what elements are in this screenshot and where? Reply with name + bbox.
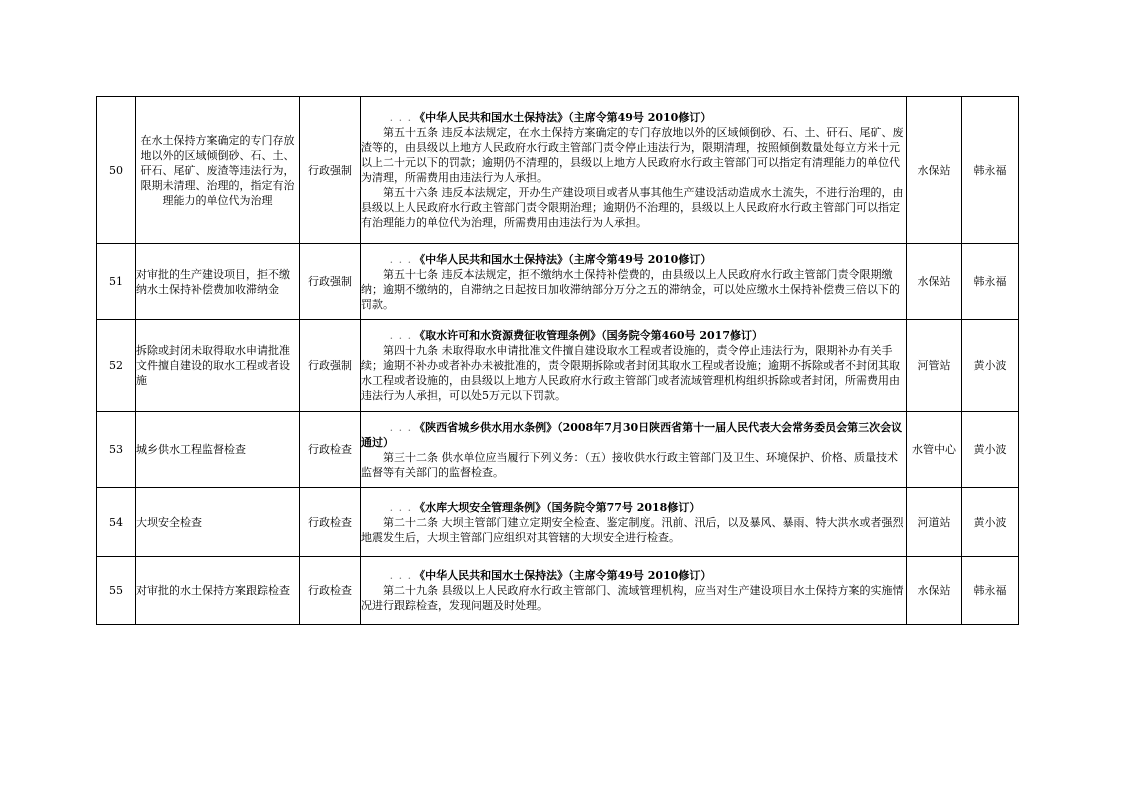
table-row (97, 488, 1019, 557)
item-name: 大坝安全检查 (136, 488, 300, 557)
clause-text: 第五十五条 违反本法规定，在水土保持方案确定的专门存放地以外的区域倾倒砂、石、土、矸石、尾矿、废渣等的，由县级以上地方人民政府水行政主管部门责令停止违法行为，限期清理，按照倾倒数量处每立方米十元以上二十元以下的罚款；逾期仍不清理的，县级以上地方人民政府水行政主管部门可以指定有清理能力的单位代为清理，所需费用由违法行为人承担。 (361, 126, 904, 184)
table-row (97, 97, 1019, 244)
row-number: 50 (97, 97, 136, 244)
table-row (97, 244, 1019, 320)
table-row (97, 320, 1019, 412)
responsible-person: 黄小波 (962, 488, 1019, 557)
legal-basis: . . . 《陕西省城乡供水用水条例》（2008年7月30日陕西省第十一届人民代表大会常务委员会第三次会议通过） 第三十二条 供水单位应当履行下列义务：（五）接收供水行政主管部门及卫生、环境保护、价格、质量技术监督等有关部门的监督检查。 (361, 412, 907, 488)
row-number: 55 (97, 557, 136, 625)
action-type: 行政强制 (300, 320, 361, 412)
action-type: 行政检查 (300, 488, 361, 557)
row-number: 53 (97, 412, 136, 488)
item-name: 对审批的生产建设项目，拒不缴纳水土保持补偿费加收滞纳金 (136, 244, 300, 320)
row-number: 51 (97, 244, 136, 320)
legal-basis: . . . 《取水许可和水资源费征收管理条例》（国务院令第460号 2017修订） 第四十九条 未取得取水申请批准文件擅自建设取水工程或者设施的，责令停止违法行为，限期补办有关手续；逾期不补办或者补办未被批准的，责令限期拆除或者封闭其取水工程或者设施；逾期不拆除或者不封闭其取水工程或者设施的，由县级以上地方人民政府水行政主管部门或者流域管理机构组织拆除或者封闭，所需费用由违法行为人承担，可以处5万元以下罚款。 (361, 320, 907, 412)
responsible-department: 河道站 (907, 488, 962, 557)
item-name: 拆除或封闭未取得取水申请批准文件擅自建设的取水工程或者设施 (136, 320, 300, 412)
row-number: 52 (97, 320, 136, 412)
law-title: 《取水许可和水资源费征收管理条例》（国务院令第460号 2017修订） (414, 329, 763, 342)
clause-text: 第五十七条 违反本法规定，拒不缴纳水土保持补偿费的，由县级以上人民政府水行政主管部门责令限期缴纳；逾期不缴纳的，自滞纳之日起按日加收滞纳部分万分之五的滞纳金，可以处应缴水土保持补偿费三倍以下的罚款。 (361, 267, 900, 311)
law-title: 《中华人民共和国水土保持法》（主席令第49号 2010修订） (414, 569, 712, 582)
responsible-department: 水保站 (907, 557, 962, 625)
clause-text: 第三十二条 供水单位应当履行下列义务：（五）接收供水行政主管部门及卫生、环境保护、价格、质量技术监督等有关部门的监督检查。 (361, 450, 898, 479)
legal-basis: . . . 《中华人民共和国水土保持法》（主席令第49号 2010修订） 第五十七条 违反本法规定，拒不缴纳水土保持补偿费的，由县级以上人民政府水行政主管部门责令限期缴纳；逾期不缴纳的，自滞纳之日起按日加收滞纳部分万分之五的滞纳金，可以处应缴水土保持补偿费三倍以下的罚款。 (361, 244, 907, 320)
action-type: 行政检查 (300, 557, 361, 625)
responsible-person: 韩永福 (962, 557, 1019, 625)
legal-basis: . . . 《中华人民共和国水土保持法》（主席令第49号 2010修订） 第二十九条 县级以上人民政府水行政主管部门、流域管理机构，应当对生产建设项目水土保持方案的实施情况进行跟踪检查，发现问题及时处理。 (361, 557, 907, 625)
legal-basis: . . . 《水库大坝安全管理条例》（国务院令第77号 2018修订） 第二十二条 大坝主管部门建立定期安全检查、鉴定制度。汛前、汛后，以及暴风、暴雨、特大洪水或者强烈地震发生后，大坝主管部门应组织对其管辖的大坝安全进行检查。 (361, 488, 907, 557)
responsible-department: 水管中心 (907, 412, 962, 488)
law-title: 《中华人民共和国水土保持法》（主席令第49号 2010修订） (414, 111, 712, 124)
action-type: 行政检查 (300, 412, 361, 488)
responsible-department: 水保站 (907, 97, 962, 244)
row-number: 54 (97, 488, 136, 557)
item-name: 对审批的水土保持方案跟踪检查 (136, 557, 300, 625)
enforcement-table (96, 96, 1019, 625)
clause-text: 第五十六条 违反本法规定，开办生产建设项目或者从事其他生产建设活动造成水土流失，不进行治理的，由县级以上人民政府水行政主管部门责令限期治理；逾期仍不治理的，县级以上人民政府水行政主管部门可以指定有治理能力的单位代为治理，所需费用由违法行为人承担。 (361, 186, 904, 229)
responsible-person: 黄小波 (962, 320, 1019, 412)
clause-text: 第四十九条 未取得取水申请批准文件擅自建设取水工程或者设施的，责令停止违法行为，限期补办有关手续；逾期不补办或者补办未被批准的，责令限期拆除或者封闭其取水工程或者设施；逾期不拆除或者不封闭其取水工程或者设施的，由县级以上地方人民政府水行政主管部门或者流域管理机构组织拆除或者封闭，所需费用由违法行为人承担，可以处5万元以下罚款。 (361, 344, 900, 402)
table-row (97, 557, 1019, 625)
item-name: 城乡供水工程监督检查 (136, 412, 300, 488)
item-name: 在水土保持方案确定的专门存放地以外的区域倾倒砂、石、土、矸石、尾矿、废渣等违法行为，限期未清理、治理的，指定有治理能力的单位代为治理 (136, 97, 300, 244)
responsible-person: 韩永福 (962, 244, 1019, 320)
law-title: 《陕西省城乡供水用水条例》（2008年7月30日陕西省第十一届人民代表大会常务委员会第三次会议通过） (361, 420, 903, 449)
responsible-person: 黄小波 (962, 412, 1019, 488)
legal-basis: . . . 《中华人民共和国水土保持法》（主席令第49号 2010修订） 第五十五条 违反本法规定，在水土保持方案确定的专门存放地以外的区域倾倒砂、石、土、矸石、尾矿、废渣等的，由县级以上地方人民政府水行政主管部门责令停止违法行为，限期清理，按照倾倒数量处每立方米十元以上二十元以下的罚款；逾期仍不清理的，县级以上地方人民政府水行政主管部门可以指定有清理能力的单位代为清理，所需费用由违法行为人承担。 第五十六条 违反本法规定，开办生产建设项目或者从事其他生产建设活动造成水土流失，不进行治理的，由县级以上人民政府水行政主管部门责令限期治理；逾期仍不治理的，县级以上人民政府水行政主管部门可以指定有治理能力的单位代为治理，所需费用由违法行为人承担。 (361, 97, 907, 244)
responsible-person: 韩永福 (962, 97, 1019, 244)
law-title: 《中华人民共和国水土保持法》（主席令第49号 2010修订） (414, 252, 712, 266)
action-type: 行政强制 (300, 97, 361, 244)
action-type: 行政强制 (300, 244, 361, 320)
responsible-department: 水保站 (907, 244, 962, 320)
table-row (97, 412, 1019, 488)
responsible-department: 河管站 (907, 320, 962, 412)
clause-text: 第二十二条 大坝主管部门建立定期安全检查、鉴定制度。汛前、汛后，以及暴风、暴雨、特大洪水或者强烈地震发生后，大坝主管部门应组织对其管辖的大坝安全进行检查。 (361, 515, 904, 544)
clause-text: 第二十九条 县级以上人民政府水行政主管部门、流域管理机构，应当对生产建设项目水土保持方案的实施情况进行跟踪检查，发现问题及时处理。 (361, 584, 904, 612)
law-title: 《水库大坝安全管理条例》（国务院令第77号 2018修订） (414, 500, 701, 514)
